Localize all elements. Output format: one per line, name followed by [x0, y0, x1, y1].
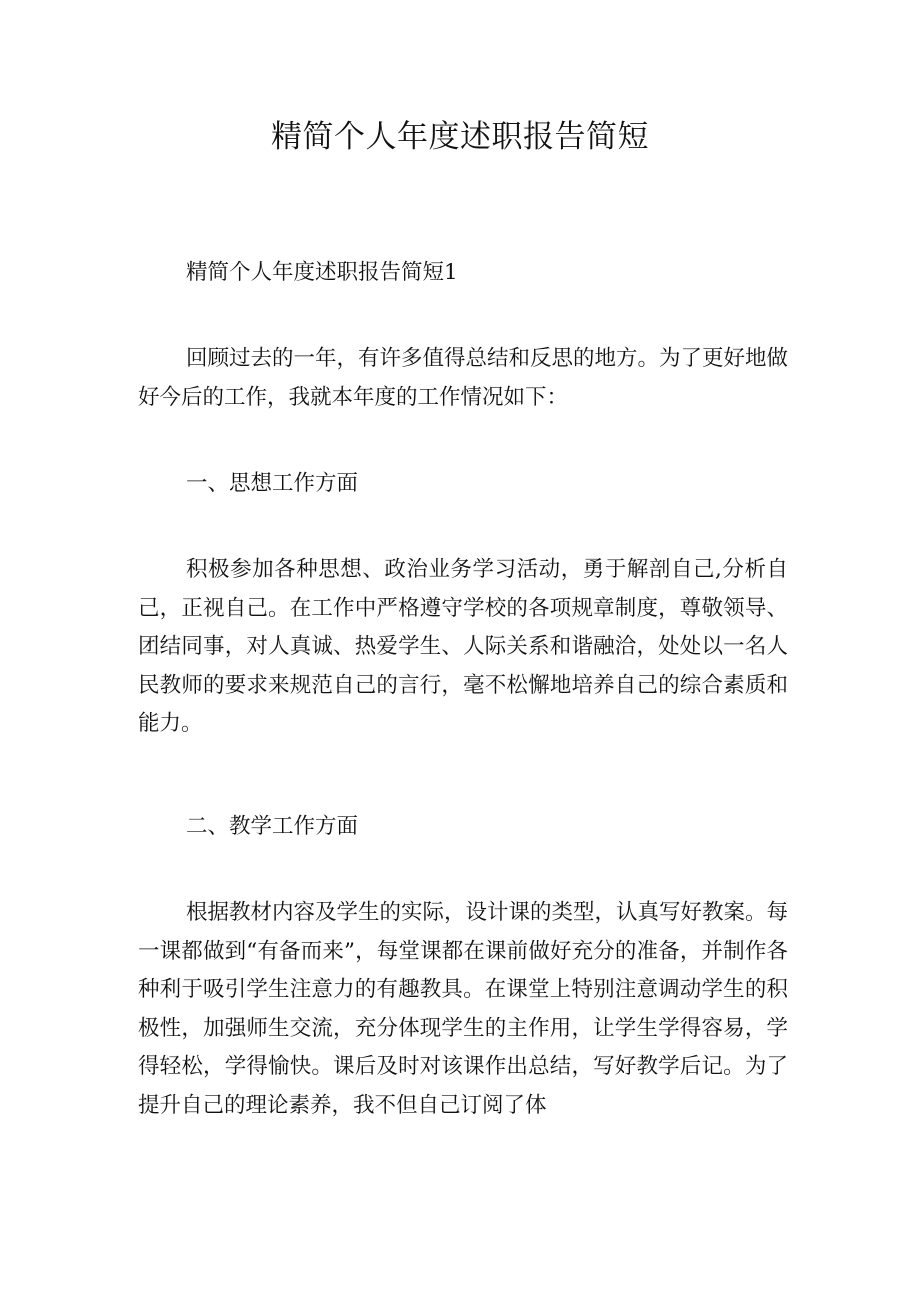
- intro-paragraph: 回顾过去的一年，有许多值得总结和反思的地方。为了更好地做好今后的工作，我就本年度的工作情况如下：: [138, 346, 789, 410]
- section-1-paragraph: 积极参加各种思想、政治业务学习活动，勇于解剖自己,分析自己，正视自己。在工作中严格遵守学校的各项规章制度，尊敬领导、团结同事，对人真诚、热爱学生、人际关系和谐融洽，处处以一名人民教师的要求来规范自己的言行，毫不松懈地培养自己的综合素质和能力。: [138, 557, 788, 736]
- section-2-paragraph: 根据教材内容及学生的实际，设计课的类型，认真写好教案。每一课都做到“有备而来”，每堂课都在课前做好充分的准备，并制作各种利于吸引学生注意力的有趣教具。在课堂上特别注意调动学生的积极性，加强师生交流，充分体现学生的主作用，让学生学得容易，学得轻松，学得愉快。课后及时对该课作出总结，写好教学后记。为了提升自己的理论素养，我不但自己订阅了体: [138, 900, 789, 1118]
- report-subtitle: 精简个人年度述职报告简短1: [186, 260, 458, 285]
- section-2-heading: 二、教学工作方面: [186, 814, 359, 839]
- section-1-heading: 一、思想工作方面: [186, 471, 359, 496]
- document-title: 精简个人年度述职报告简短: [271, 119, 649, 155]
